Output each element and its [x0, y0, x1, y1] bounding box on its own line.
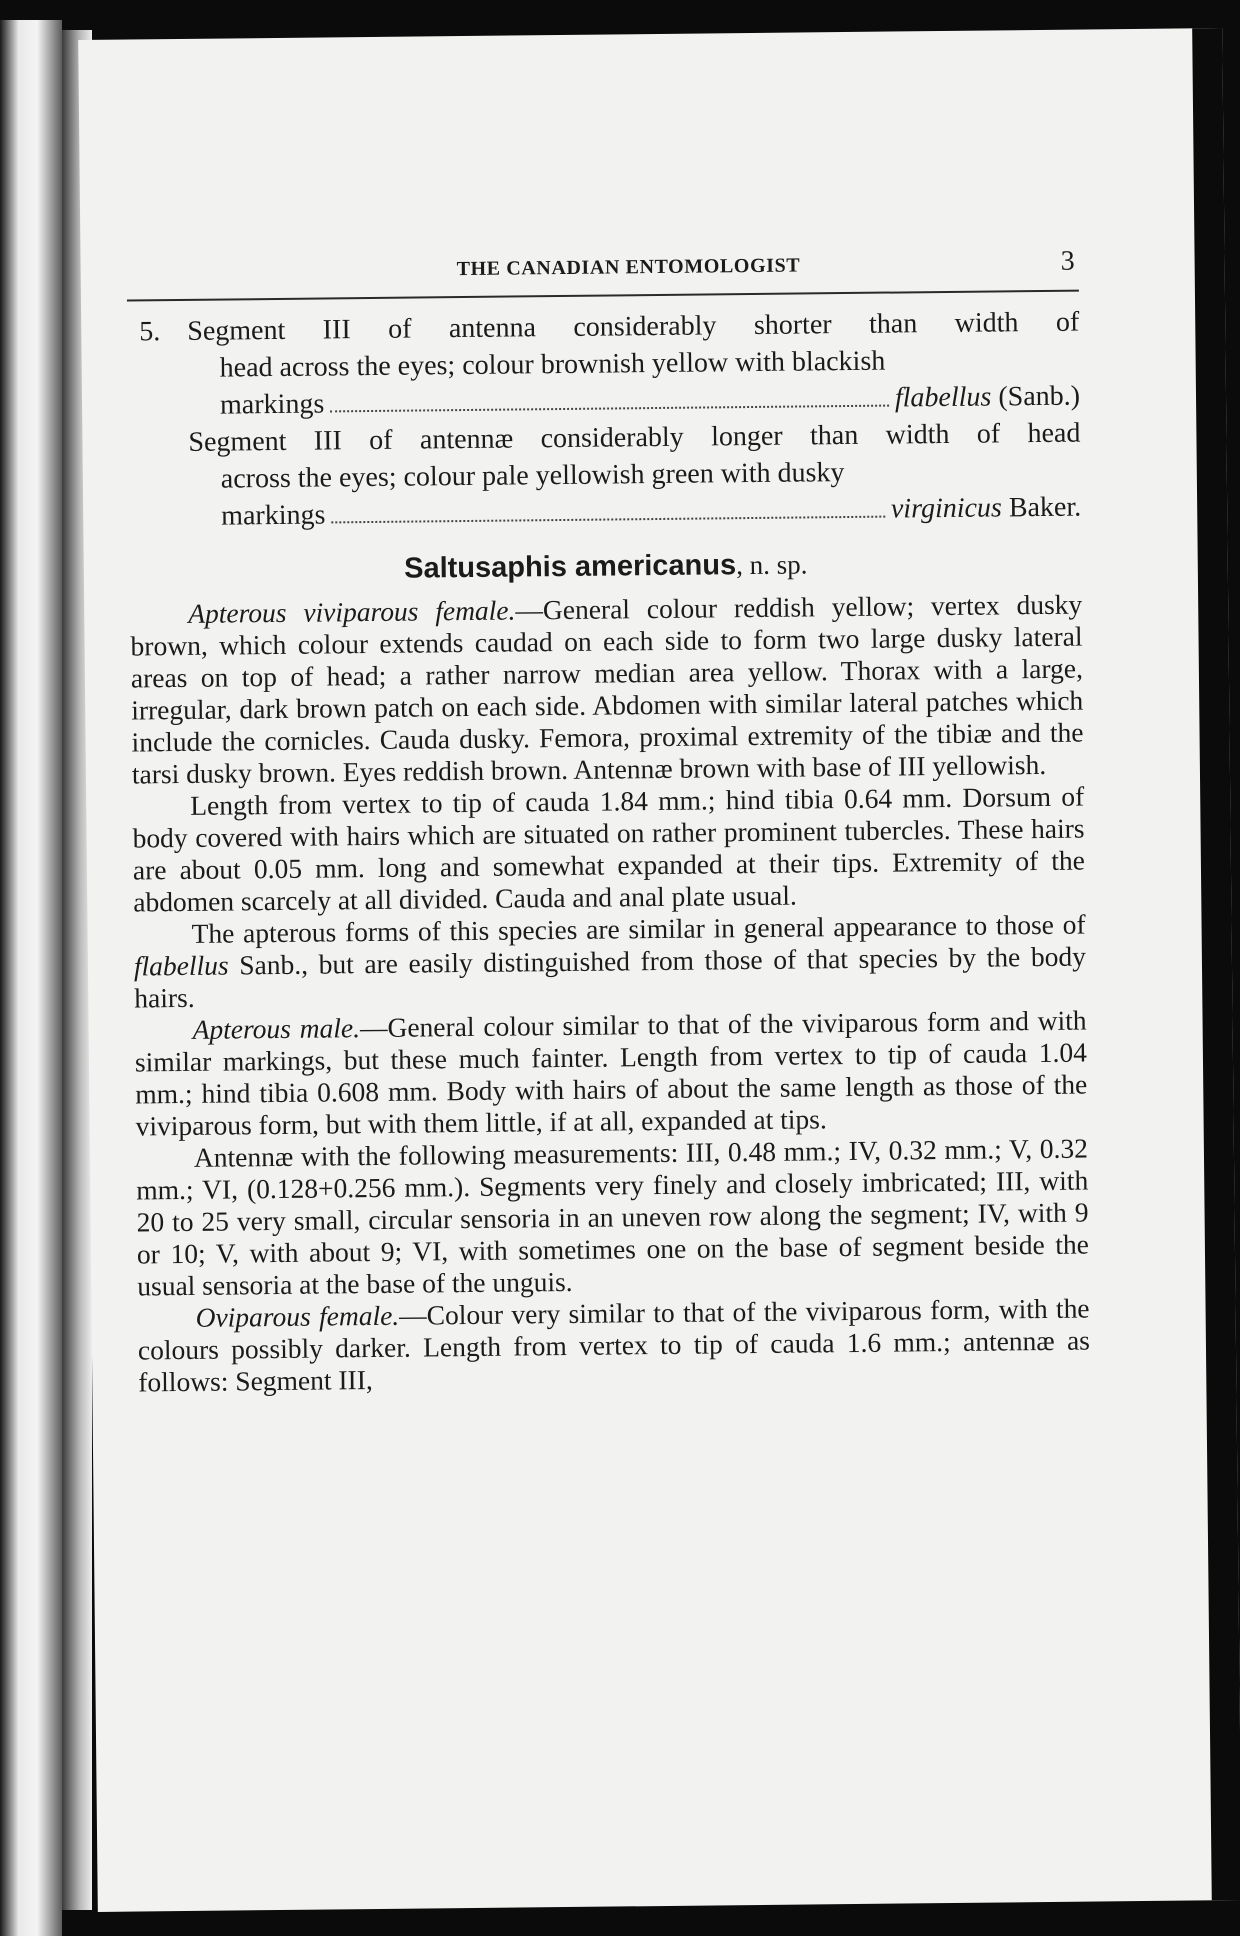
- form-label: Apterous viviparous female.: [188, 594, 516, 629]
- leader-dots: [330, 404, 889, 413]
- species-name: virginicus: [890, 492, 1003, 525]
- description-paragraph: [137, 1293, 1090, 1399]
- key-line: across the eyes; colour pale yellowish green with dusky: [220, 457, 845, 495]
- identification-key: [127, 304, 1081, 536]
- key-line-start: markings: [221, 499, 326, 532]
- species-author: Baker.: [1008, 491, 1082, 524]
- species-name: flabellus: [133, 949, 229, 982]
- key-couplet-entry-2: [128, 415, 1081, 536]
- species-author: (Sanb.): [998, 380, 1081, 413]
- paragraph-text: The apterous forms of this species are similar in general appearance to those of: [191, 908, 1086, 949]
- book-spine: [0, 20, 62, 1936]
- key-line: head across the eyes; colour brownish yellow with blackish: [219, 345, 886, 384]
- paragraph-text: Sanb., but are easily distinguished from those of that species by the body hairs.: [134, 940, 1087, 1014]
- description-paragraph: [133, 909, 1086, 1015]
- key-couplet-entry-1: [127, 304, 1080, 425]
- species-name: flabellus: [894, 381, 992, 414]
- page-content: [126, 242, 1090, 1399]
- description-paragraph: [130, 589, 1084, 791]
- paragraph-text: —Colour very similar to that of the viviparous form, with the colours possibly darker. Length from vertex to tip of cauda 1.6 mm.; antennæ as follows: Segment III,: [137, 1292, 1091, 1398]
- species-heading: [130, 546, 1082, 589]
- book-page: [78, 28, 1240, 1912]
- key-line: Segment III of antennæ considerably longer than width of head: [188, 417, 1081, 458]
- species-heading-name: Saltusaphis americanus: [403, 549, 737, 585]
- leader-dots: [331, 515, 885, 524]
- description-paragraph: [134, 1005, 1087, 1143]
- header-rule: [127, 290, 1079, 302]
- form-label: Oviparous female.: [195, 1299, 400, 1333]
- paragraph-text: Antennæ with the following measurements: III, 0.48 mm.; IV, 0.32 mm.; V, 0.32 mm.; VI, (0.128+0.256 mm.). Segments very finely and closely imbricated; III, with 20 to 25 very small, circular sensoria in an uneven row along the segment; IV, with 9 or 10; V, with about 9; VI, with sometimes one on the base of segment beside the usual sensoria at the base of the unguis.: [136, 1132, 1090, 1302]
- key-line: Segment III of antenna considerably shorter than width of: [187, 306, 1080, 347]
- journal-title: THE CANADIAN ENTOMOLOGIST: [456, 254, 801, 281]
- paragraph-text: Length from vertex to tip of cauda 1.84 mm.; hind tibia 0.64 mm. Dorsum of body covered with hairs which are situated on rather prominent tubercles. These hairs are about 0.05 mm. long and somewhat expanded at their tips. Extremity of the abdomen scarcely at all divided. Cauda and anal plate usual.: [132, 780, 1086, 918]
- page-number: 3: [1060, 245, 1075, 277]
- running-head: [126, 242, 1078, 292]
- description-paragraph: [136, 1133, 1090, 1303]
- paragraph-text: —General colour reddish yellow; vertex dusky brown, which colour extends caudad on each side to form two large dusky lateral areas on top of head; a rather narrow median area yellow. Thorax with a large, irregular, dark brown patch on each side. Abdomen with similar lateral patches which include the cornicles. Cauda dusky. Femora, proximal extremity of the tibiæ and the tarsi dusky brown. Eyes reddish brown. Antennæ brown with base of III yellowish.: [130, 588, 1084, 790]
- description-paragraph: [132, 781, 1085, 919]
- couplet-number: 5.: [139, 316, 161, 348]
- key-line-start: markings: [219, 388, 325, 421]
- paragraph-text: —General colour similar to that of the viviparous form and with similar markings, but these much fainter. Length from vertex to tip of cauda 1.04 mm.; hind tibia 0.608 mm. Body with hairs of about the same length as those of the viviparous form, but with them little, if at all, expanded at tips.: [134, 1004, 1088, 1142]
- form-label: Apterous male.: [192, 1012, 361, 1045]
- species-heading-suffix: , n. sp.: [735, 549, 808, 581]
